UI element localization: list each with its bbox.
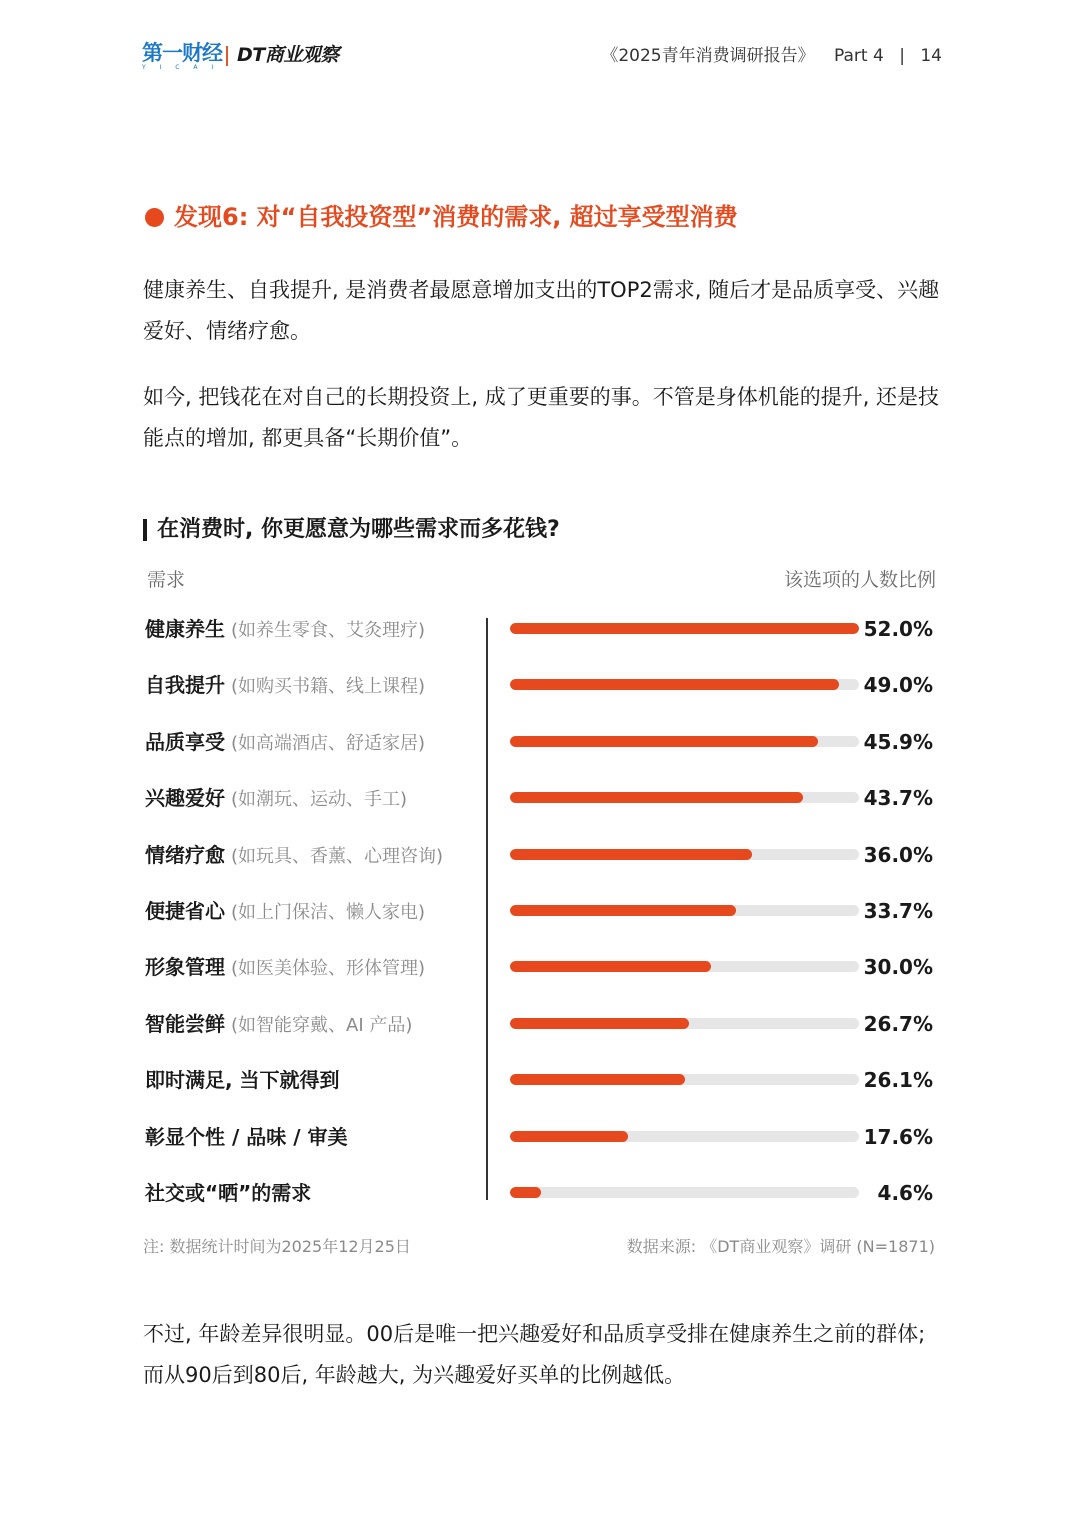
bar-track <box>510 736 859 747</box>
bar-value-label: 36.0% <box>863 842 933 867</box>
bar-track <box>510 1074 859 1085</box>
bar-fill <box>510 849 752 860</box>
bar-track <box>510 792 859 803</box>
chart-row <box>0 1110 1080 1166</box>
category-label <box>145 783 407 815</box>
category-example-note: (如养生零食、艾灸理疗) <box>231 620 426 641</box>
value-column-header: 该选项的人数比例 <box>783 569 936 591</box>
bar-value-label: 30.0% <box>863 955 933 980</box>
category-label <box>145 896 425 928</box>
finding-heading <box>145 201 738 233</box>
bar-fill <box>510 961 711 972</box>
bar-fill <box>510 1074 685 1085</box>
chart-source: 数据来源: 《DT商业观察》调研 (N=1871) <box>626 1237 935 1256</box>
category-example-note: (如医美体验、形体管理) <box>231 958 426 980</box>
bar-track <box>510 1187 859 1198</box>
bar-fill <box>510 905 736 916</box>
category-label <box>145 1178 311 1210</box>
dt-logo: DT商业观察 <box>237 44 339 66</box>
category-label <box>145 1122 347 1154</box>
bar-track <box>510 1018 859 1029</box>
bar-value-label: 17.6% <box>863 1124 933 1149</box>
chart-footnote: 注: 数据统计时间为2025年12月25日 <box>143 1237 411 1256</box>
category-name: 品质享受 <box>145 729 225 754</box>
category-name: 社交或“晒”的需求 <box>145 1181 312 1205</box>
bar-value-label: 49.0% <box>863 673 933 698</box>
category-name: 形象管理 <box>145 955 225 980</box>
document-info <box>601 45 942 67</box>
chart-row <box>0 1166 1080 1222</box>
bar-track <box>510 849 859 860</box>
title-bar-marker <box>143 519 147 541</box>
closing-paragraph: 不过, 年龄差异很明显。00后是唯一把兴趣爱好和品质享受排在健康养生之前的群体; 而从90后到80后, 年龄越大, 为兴趣爱好买单的比例越低。 <box>143 1322 926 1387</box>
category-example-note: (如潮玩、运动、手工) <box>231 789 408 811</box>
bar-fill <box>510 736 818 747</box>
category-label <box>145 670 425 702</box>
chart-row <box>0 884 1080 940</box>
yicai-logo-subtext: Y I C A I <box>142 64 220 71</box>
chart-row <box>0 1053 1080 1109</box>
category-name: 情绪疗愈 <box>145 842 225 867</box>
bar-value-label: 4.6% <box>877 1181 933 1205</box>
bar-track <box>510 1131 859 1142</box>
category-example-note: (如玩具、香薰、心理咨询) <box>231 845 444 867</box>
category-name: 智能尝鲜 <box>145 1011 225 1036</box>
chart-row <box>0 658 1080 714</box>
bar-fill <box>510 792 803 803</box>
report-title: 《2025青年消费调研报告》 <box>601 46 815 66</box>
bar-track <box>510 623 859 634</box>
bar-value-label: 45.9% <box>863 729 933 754</box>
bar-value-label: 26.7% <box>863 1011 933 1036</box>
chart-row <box>0 771 1080 827</box>
chart-row <box>0 997 1080 1053</box>
chart-row <box>0 715 1080 771</box>
yicai-logo <box>142 42 222 72</box>
logo-divider <box>226 46 228 66</box>
bar-fill <box>510 1018 689 1029</box>
bar-fill <box>510 1131 628 1142</box>
bar-value-label: 43.7% <box>863 786 933 811</box>
category-label <box>145 614 425 646</box>
page-header <box>0 0 1080 110</box>
chart-title-text: 在消费时, 你更愿意为哪些需求而多花钱? <box>157 517 560 542</box>
bar-value-label: 26.1% <box>863 1068 933 1093</box>
category-label <box>145 1065 340 1097</box>
category-name: 彰显个性 / 品味 / 审美 <box>145 1124 348 1149</box>
chart-row <box>0 828 1080 884</box>
bar-value-label: 52.0% <box>863 617 933 641</box>
bar-value-label: 33.7% <box>863 899 933 923</box>
category-column-header: 需求 <box>147 569 186 591</box>
category-label <box>145 840 443 872</box>
bar-track <box>510 679 859 690</box>
page-number: 14 <box>920 46 942 66</box>
category-name: 兴趣爱好 <box>145 786 225 811</box>
bar-fill <box>510 623 859 634</box>
category-name: 即时满足, 当下就得到 <box>145 1068 340 1093</box>
bar-fill <box>510 679 839 690</box>
category-name: 自我提升 <box>145 673 225 698</box>
bullet-dot-icon <box>145 208 164 227</box>
category-name: 便捷省心 <box>145 899 225 923</box>
category-label <box>145 952 425 984</box>
bar-fill <box>510 1187 541 1198</box>
bar-track <box>510 905 859 916</box>
category-name: 健康养生 <box>145 617 225 641</box>
category-example-note: (如购买书籍、线上课程) <box>231 676 426 698</box>
intro-paragraph-2: 如今, 把钱花在对自己的长期投资上, 成了更重要的事。不管是身体机能的提升, 还是技能点的增加, 都更具备“长期价值”。 <box>143 385 940 450</box>
intro-paragraph-1: 健康养生、自我提升, 是消费者最愿意增加支出的TOP2需求, 随后才是品质享受、兴趣爱好、情绪疗愈。 <box>143 278 940 343</box>
finding-title: 发现6: 对“自我投资型”消费的需求, 超过享受型消费 <box>174 203 738 231</box>
bar-track <box>510 961 859 972</box>
category-example-note: (如高端酒店、舒适家居) <box>231 732 426 754</box>
chart-row <box>0 940 1080 996</box>
chart-row <box>0 602 1080 658</box>
header-separator: | <box>899 46 905 66</box>
category-example-note: (如上门保洁、懒人家电) <box>231 902 426 923</box>
chart-title <box>143 515 560 545</box>
part-label: Part 4 <box>834 46 884 66</box>
category-example-note: (如智能穿戴、AI 产品) <box>231 1014 413 1036</box>
category-label <box>145 1009 412 1041</box>
yicai-logo-text: 第一财经 <box>142 41 222 65</box>
category-label <box>145 727 425 759</box>
